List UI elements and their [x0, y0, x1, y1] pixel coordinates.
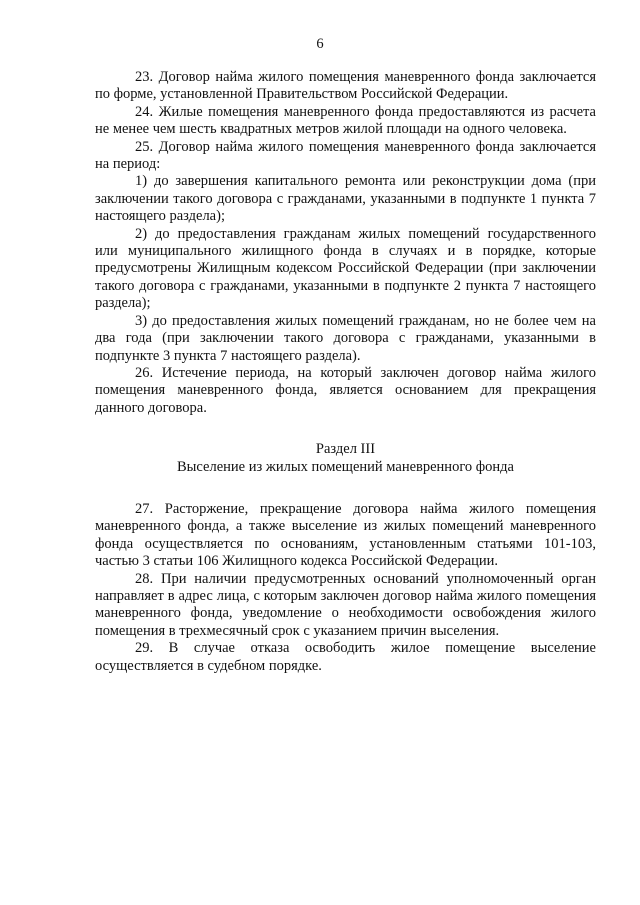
section-title: Выселение из жилых помещений маневренного фонда [177, 458, 514, 475]
paragraph-23: 23. Договор найма жилого помещения маневренного фонда заключается по форме, установленной Правительством Российской Федерации. [95, 69, 596, 103]
paragraph-25: 25. Договор найма жилого помещения маневренного фонда заключается на период: [95, 138, 596, 173]
document-body [95, 69, 596, 675]
paragraph-25-item-1: 1) до завершения капитального ремонта или реконструкции дома (при заключении такого договора с гражданами, указанными в подпункте 1 пункта 7 настоящего раздела); [95, 173, 596, 225]
paragraph-25-item-3: 3) до предоставления жилых помещений гражданам, но не более чем на два года (при заключении такого договора с гражданами, указанными в подпункте 3 пункта 7 настоящего раздела). [95, 312, 596, 364]
page-number: 6 [316, 36, 324, 52]
paragraph-27: 27. Расторжение, прекращение договора найма жилого помещения маневренного фонда, а также выселение из жилых помещений маневренного фонда осуществляется по основаниям, установленным статьями 101-103, частью 3 статьи 106 Жилищного кодекса Российской Федерации. [95, 500, 596, 570]
paragraph-26: 26. Истечение периода, на который заключен договор найма жилого помещения маневренного фонда, является основанием для прекращения данного договора. [95, 364, 596, 416]
paragraph-25-item-2: 2) до предоставления гражданам жилых помещений государственного или муниципального жилищного фонда в случаях и в порядке, которые предусмотрены Жилищным кодексом Российской Федерации (при заключении такого договора с гражданами, указанными в подпункте 2 пункта 7 настоящего раздела); [95, 225, 596, 312]
paragraph-29: 29. В случае отказа освободить жилое помещение выселение осуществляется в судебном порядке. [95, 640, 596, 674]
section-number: Раздел III [315, 441, 376, 458]
paragraph-24: 24. Жилые помещения маневренного фонда предоставляются из расчета не менее чем шесть квадратных метров жилой площади на одного человека. [95, 103, 596, 138]
paragraph-28: 28. При наличии предусмотренных оснований уполномоченный орган направляет в адрес лица, с которым заключен договор найма жилого помещения маневренного фонда, уведомление о необходимости освобождения жилого помещения в трехмесячный срок с указанием причин выселения. [95, 570, 596, 639]
